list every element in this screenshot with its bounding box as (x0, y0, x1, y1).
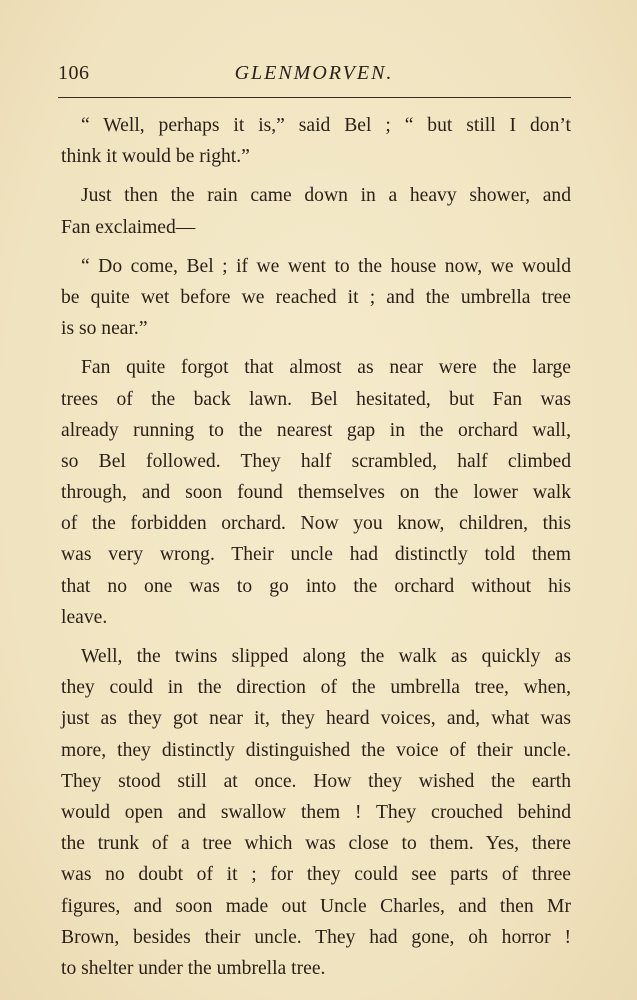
paragraph (61, 180, 571, 242)
paragraph (61, 110, 571, 172)
text-line: just as they got near it, they heard voices, and, what was (61, 708, 571, 730)
paragraph (61, 641, 571, 984)
text-line: the trunk of a tree which was close to them. Yes, there (61, 833, 571, 855)
paragraph (61, 251, 571, 345)
text-line: “ Do come, Bel ; if we went to the house now, we would (81, 255, 571, 277)
text-line: is so near.” (61, 318, 148, 340)
page-header (58, 58, 570, 90)
text-line: Fan exclaimed— (61, 216, 196, 238)
text-line: they could in the direction of the umbrella tree, when, (61, 677, 571, 699)
text-line: be quite wet before we reached it ; and the umbrella tree (61, 286, 571, 308)
page-number: 106 (58, 62, 90, 84)
text-line: through, and soon found themselves on the lower walk (61, 482, 571, 504)
text-line: that no one was to go into the orchard without his (61, 575, 571, 597)
text-line: They stood still at once. How they wished the earth (61, 770, 571, 792)
text-line: of the forbidden orchard. Now you know, children, this (61, 513, 571, 535)
text-line: already running to the nearest gap in the orchard wall, (61, 419, 571, 441)
text-line: would open and swallow them ! They crouched behind (61, 801, 571, 823)
text-line: figures, and soon made out Uncle Charles, and then Mr (61, 895, 571, 917)
text-line: so Bel followed. They half scrambled, half climbed (61, 450, 571, 472)
header-rule (58, 97, 571, 98)
text-line: was no doubt of it ; for they could see parts of three (61, 864, 571, 886)
text-line: Just then the rain came down in a heavy shower, and (81, 185, 571, 207)
text-line: Fan quite forgot that almost as near were the large (81, 357, 571, 379)
text-line: Well, the twins slipped along the walk as quickly as (81, 646, 571, 667)
text-line: Brown, besides their uncle. They had gone, oh horror ! (61, 926, 571, 948)
paragraph (61, 352, 571, 633)
text-line: was very wrong. Their uncle had distinctly told them (61, 544, 571, 566)
text-line: trees of the back lawn. Bel hesitated, but Fan was (61, 388, 571, 410)
text-line: think it would be right.” (61, 146, 250, 168)
text-line: “ Well, perhaps it is,” said Bel ; “ but still I don’t (81, 115, 571, 136)
running-title: GLENMORVEN. (234, 62, 394, 84)
text-line: to shelter under the umbrella tree. (61, 957, 326, 979)
text-line: more, they distinctly distinguished the voice of their uncle. (61, 739, 571, 761)
body-text (61, 110, 571, 992)
text-line: leave. (61, 606, 108, 628)
